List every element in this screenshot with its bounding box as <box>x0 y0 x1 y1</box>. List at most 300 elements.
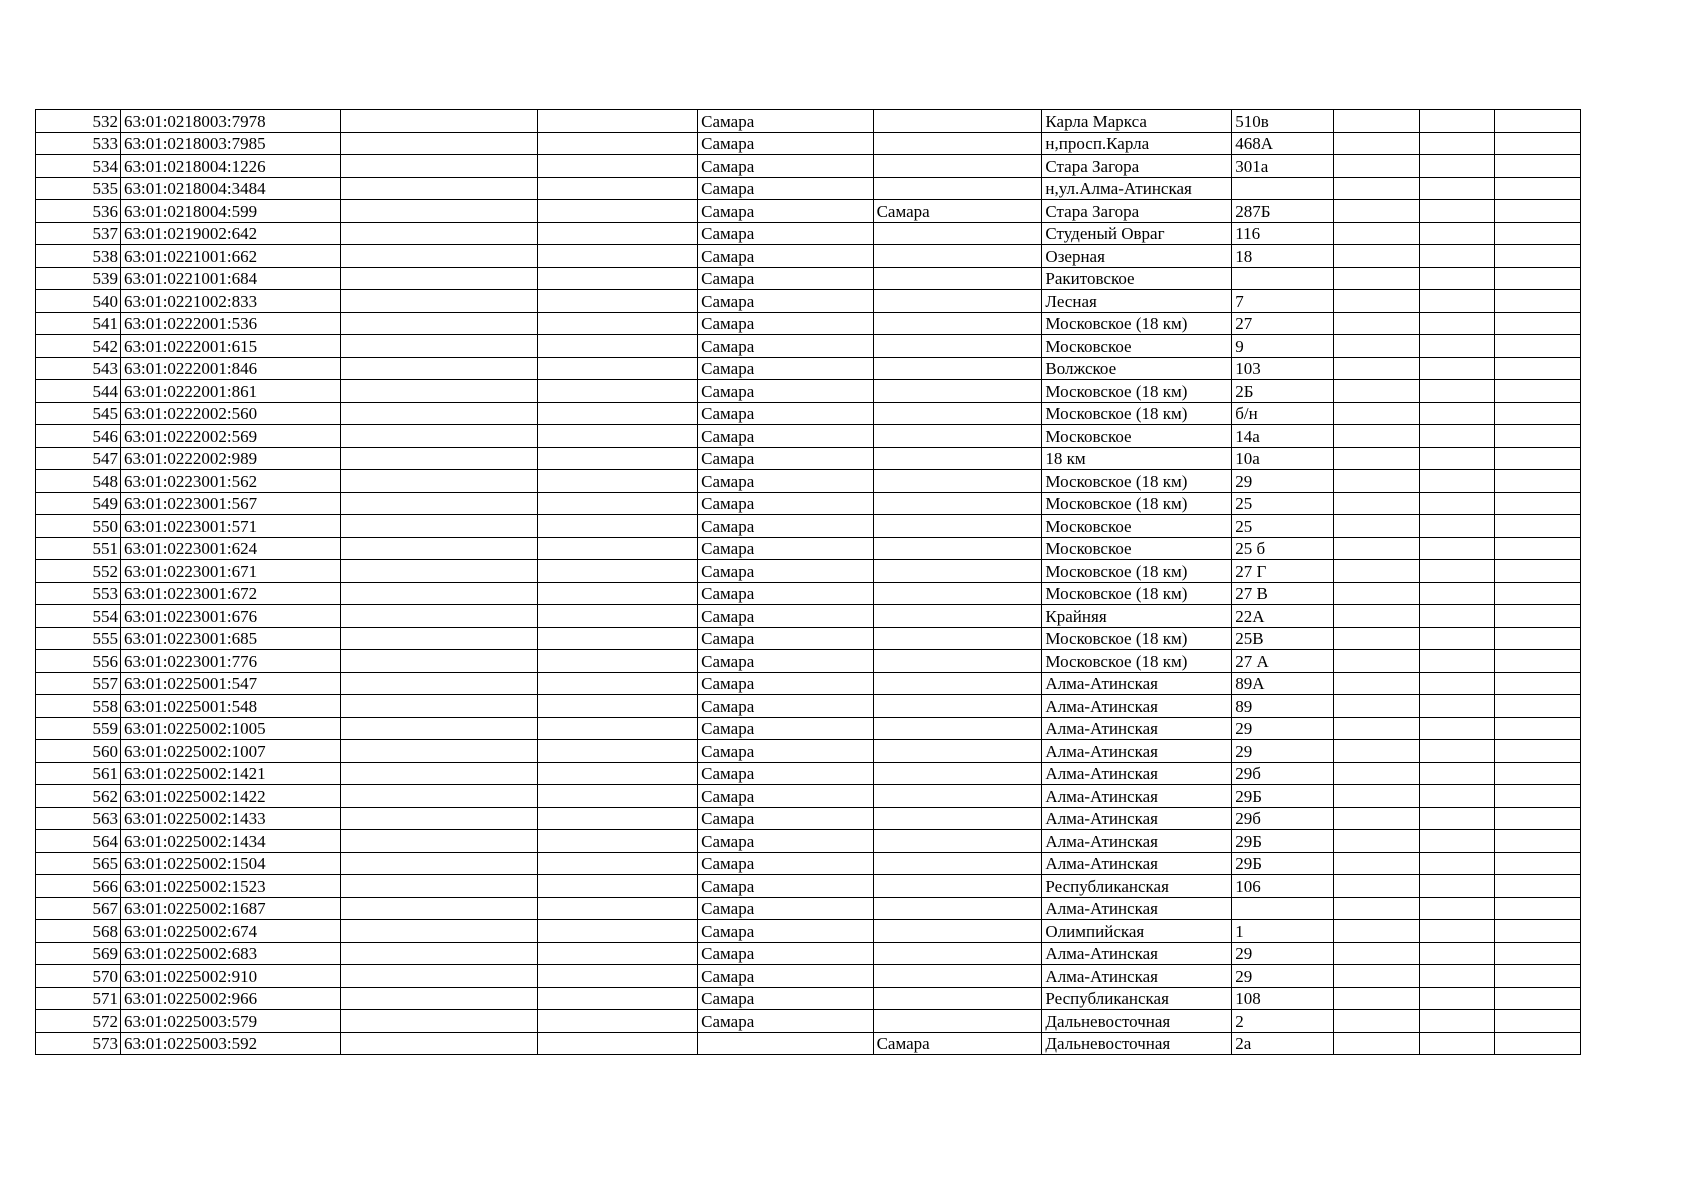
locality-cell <box>873 425 1042 448</box>
table-row <box>36 627 1581 650</box>
table-row <box>36 920 1581 943</box>
empty-cell <box>538 335 698 358</box>
house-number-cell: 29Б <box>1232 852 1334 875</box>
table-row <box>36 245 1581 268</box>
empty-cell <box>340 605 538 628</box>
empty-cell <box>538 740 698 763</box>
table-row <box>36 132 1581 155</box>
locality-cell <box>873 762 1042 785</box>
empty-cell <box>340 762 538 785</box>
row-number-cell: 562 <box>36 785 121 808</box>
house-number-cell <box>1232 897 1334 920</box>
empty-cell <box>1333 222 1419 245</box>
cadastral-number-cell: 63:01:0225003:579 <box>120 1010 340 1033</box>
locality-cell <box>873 875 1042 898</box>
empty-cell <box>1419 200 1494 223</box>
empty-cell <box>538 965 698 988</box>
locality-cell <box>873 447 1042 470</box>
empty-cell <box>1333 492 1419 515</box>
cadastral-number-cell: 63:01:0218004:1226 <box>120 155 340 178</box>
house-number-cell: 14а <box>1232 425 1334 448</box>
empty-cell <box>1494 380 1580 403</box>
row-number-cell: 555 <box>36 627 121 650</box>
empty-cell <box>340 740 538 763</box>
street-cell: Московское (18 км) <box>1042 312 1232 335</box>
street-cell: Московское <box>1042 335 1232 358</box>
cadastral-number-cell: 63:01:0225002:674 <box>120 920 340 943</box>
city-cell: Самара <box>698 470 873 493</box>
house-number-cell: 106 <box>1232 875 1334 898</box>
empty-cell <box>538 807 698 830</box>
row-number-cell: 558 <box>36 695 121 718</box>
empty-cell <box>1419 830 1494 853</box>
empty-cell <box>340 132 538 155</box>
empty-cell <box>1494 942 1580 965</box>
registry-table <box>35 109 1581 1055</box>
street-cell: н,ул.Алма-Атинская <box>1042 177 1232 200</box>
street-cell: 18 км <box>1042 447 1232 470</box>
cadastral-number-cell: 63:01:0221001:662 <box>120 245 340 268</box>
empty-cell <box>1333 537 1419 560</box>
table-row <box>36 470 1581 493</box>
city-cell: Самара <box>698 447 873 470</box>
empty-cell <box>1419 672 1494 695</box>
empty-cell <box>1333 740 1419 763</box>
row-number-cell: 535 <box>36 177 121 200</box>
locality-cell <box>873 717 1042 740</box>
house-number-cell: 25 б <box>1232 537 1334 560</box>
city-cell: Самара <box>698 402 873 425</box>
cadastral-number-cell: 63:01:0223001:571 <box>120 515 340 538</box>
empty-cell <box>538 830 698 853</box>
empty-cell <box>538 312 698 335</box>
street-cell: Дальневосточная <box>1042 1032 1232 1055</box>
empty-cell <box>1333 290 1419 313</box>
empty-cell <box>538 155 698 178</box>
house-number-cell: 89 <box>1232 695 1334 718</box>
empty-cell <box>340 380 538 403</box>
cadastral-number-cell: 63:01:0225002:1005 <box>120 717 340 740</box>
house-number-cell: 29 <box>1232 470 1334 493</box>
locality-cell <box>873 492 1042 515</box>
empty-cell <box>538 605 698 628</box>
empty-cell <box>538 717 698 740</box>
cadastral-number-cell: 63:01:0225002:1007 <box>120 740 340 763</box>
empty-cell <box>538 920 698 943</box>
cadastral-number-cell: 63:01:0225002:683 <box>120 942 340 965</box>
empty-cell <box>1333 515 1419 538</box>
empty-cell <box>1333 110 1419 133</box>
city-cell: Самара <box>698 335 873 358</box>
cadastral-number-cell: 63:01:0218004:599 <box>120 200 340 223</box>
house-number-cell: 22А <box>1232 605 1334 628</box>
street-cell: Алма-Атинская <box>1042 740 1232 763</box>
empty-cell <box>1494 807 1580 830</box>
empty-cell <box>1494 650 1580 673</box>
city-cell: Самара <box>698 717 873 740</box>
locality-cell <box>873 807 1042 830</box>
empty-cell <box>1333 402 1419 425</box>
empty-cell <box>1333 177 1419 200</box>
empty-cell <box>1419 402 1494 425</box>
table-row <box>36 425 1581 448</box>
street-cell: Республиканская <box>1042 987 1232 1010</box>
empty-cell <box>1333 470 1419 493</box>
street-cell: Ракитовское <box>1042 267 1232 290</box>
empty-cell <box>340 852 538 875</box>
cadastral-number-cell: 63:01:0218003:7978 <box>120 110 340 133</box>
row-number-cell: 560 <box>36 740 121 763</box>
house-number-cell: 29Б <box>1232 830 1334 853</box>
row-number-cell: 566 <box>36 875 121 898</box>
city-cell: Самара <box>698 627 873 650</box>
empty-cell <box>1333 1032 1419 1055</box>
cadastral-number-cell: 63:01:0218003:7985 <box>120 132 340 155</box>
empty-cell <box>1333 785 1419 808</box>
empty-cell <box>1494 537 1580 560</box>
table-row <box>36 177 1581 200</box>
row-number-cell: 571 <box>36 987 121 1010</box>
street-cell: Алма-Атинская <box>1042 695 1232 718</box>
cadastral-number-cell: 63:01:0223001:567 <box>120 492 340 515</box>
city-cell: Самара <box>698 852 873 875</box>
street-cell: Московское <box>1042 537 1232 560</box>
house-number-cell: 29 <box>1232 965 1334 988</box>
cadastral-number-cell: 63:01:0219002:642 <box>120 222 340 245</box>
city-cell: Самара <box>698 177 873 200</box>
street-cell: Алма-Атинская <box>1042 965 1232 988</box>
cadastral-number-cell: 63:01:0223001:776 <box>120 650 340 673</box>
house-number-cell: 103 <box>1232 357 1334 380</box>
street-cell: Московское (18 км) <box>1042 402 1232 425</box>
empty-cell <box>538 447 698 470</box>
street-cell: Московское (18 км) <box>1042 650 1232 673</box>
street-cell: Московское <box>1042 515 1232 538</box>
city-cell: Самара <box>698 290 873 313</box>
street-cell: Карла Маркса <box>1042 110 1232 133</box>
city-cell: Самара <box>698 267 873 290</box>
empty-cell <box>538 1010 698 1033</box>
empty-cell <box>1494 515 1580 538</box>
empty-cell <box>340 402 538 425</box>
street-cell: Озерная <box>1042 245 1232 268</box>
empty-cell <box>1333 627 1419 650</box>
row-number-cell: 537 <box>36 222 121 245</box>
empty-cell <box>1419 1010 1494 1033</box>
locality-cell <box>873 177 1042 200</box>
empty-cell <box>1333 245 1419 268</box>
row-number-cell: 544 <box>36 380 121 403</box>
city-cell: Самара <box>698 537 873 560</box>
table-row <box>36 357 1581 380</box>
empty-cell <box>340 470 538 493</box>
house-number-cell: 287Б <box>1232 200 1334 223</box>
cadastral-number-cell: 63:01:0225002:1504 <box>120 852 340 875</box>
empty-cell <box>1419 447 1494 470</box>
table-row <box>36 762 1581 785</box>
empty-cell <box>340 627 538 650</box>
row-number-cell: 553 <box>36 582 121 605</box>
empty-cell <box>340 875 538 898</box>
row-number-cell: 572 <box>36 1010 121 1033</box>
empty-cell <box>538 492 698 515</box>
empty-cell <box>1333 357 1419 380</box>
empty-cell <box>1419 650 1494 673</box>
row-number-cell: 540 <box>36 290 121 313</box>
locality-cell <box>873 672 1042 695</box>
empty-cell <box>1494 582 1580 605</box>
empty-cell <box>340 200 538 223</box>
cadastral-number-cell: 63:01:0225002:966 <box>120 987 340 1010</box>
empty-cell <box>1494 312 1580 335</box>
empty-cell <box>340 447 538 470</box>
empty-cell <box>538 110 698 133</box>
table-row <box>36 312 1581 335</box>
empty-cell <box>1419 132 1494 155</box>
empty-cell <box>538 177 698 200</box>
table-row <box>36 672 1581 695</box>
row-number-cell: 561 <box>36 762 121 785</box>
empty-cell <box>1419 987 1494 1010</box>
empty-cell <box>1494 267 1580 290</box>
empty-cell <box>1419 875 1494 898</box>
empty-cell <box>340 807 538 830</box>
empty-cell <box>1494 717 1580 740</box>
house-number-cell: 27 В <box>1232 582 1334 605</box>
empty-cell <box>1494 110 1580 133</box>
street-cell: Алма-Атинская <box>1042 762 1232 785</box>
row-number-cell: 539 <box>36 267 121 290</box>
street-cell: Алма-Атинская <box>1042 897 1232 920</box>
cadastral-number-cell: 63:01:0225002:1422 <box>120 785 340 808</box>
locality-cell <box>873 290 1042 313</box>
city-cell: Самара <box>698 110 873 133</box>
row-number-cell: 542 <box>36 335 121 358</box>
row-number-cell: 564 <box>36 830 121 853</box>
empty-cell <box>340 560 538 583</box>
row-number-cell: 573 <box>36 1032 121 1055</box>
empty-cell <box>1333 920 1419 943</box>
row-number-cell: 569 <box>36 942 121 965</box>
empty-cell <box>538 672 698 695</box>
empty-cell <box>538 402 698 425</box>
empty-cell <box>1333 875 1419 898</box>
empty-cell <box>1333 762 1419 785</box>
cadastral-number-cell: 63:01:0222002:569 <box>120 425 340 448</box>
empty-cell <box>1419 762 1494 785</box>
empty-cell <box>340 920 538 943</box>
locality-cell <box>873 110 1042 133</box>
city-cell: Самара <box>698 897 873 920</box>
empty-cell <box>1494 290 1580 313</box>
table-row <box>36 1010 1581 1033</box>
empty-cell <box>538 1032 698 1055</box>
house-number-cell: 29Б <box>1232 785 1334 808</box>
cadastral-number-cell: 63:01:0225002:910 <box>120 965 340 988</box>
cadastral-number-cell: 63:01:0222002:560 <box>120 402 340 425</box>
table-row <box>36 560 1581 583</box>
empty-cell <box>538 987 698 1010</box>
empty-cell <box>1494 492 1580 515</box>
city-cell: Самара <box>698 605 873 628</box>
street-cell: Волжское <box>1042 357 1232 380</box>
empty-cell <box>1333 942 1419 965</box>
city-cell: Самара <box>698 650 873 673</box>
house-number-cell: 108 <box>1232 987 1334 1010</box>
cadastral-number-cell: 63:01:0222002:989 <box>120 447 340 470</box>
locality-cell <box>873 335 1042 358</box>
empty-cell <box>538 875 698 898</box>
empty-cell <box>538 470 698 493</box>
city-cell: Самара <box>698 380 873 403</box>
empty-cell <box>1419 335 1494 358</box>
city-cell: Самара <box>698 492 873 515</box>
empty-cell <box>1419 965 1494 988</box>
house-number-cell: 9 <box>1232 335 1334 358</box>
empty-cell <box>538 425 698 448</box>
empty-cell <box>1419 110 1494 133</box>
empty-cell <box>340 155 538 178</box>
empty-cell <box>1333 425 1419 448</box>
cadastral-number-cell: 63:01:0222001:536 <box>120 312 340 335</box>
city-cell: Самара <box>698 875 873 898</box>
city-cell: Самара <box>698 582 873 605</box>
table-row <box>36 492 1581 515</box>
locality-cell <box>873 312 1042 335</box>
empty-cell <box>1333 965 1419 988</box>
table-row <box>36 515 1581 538</box>
empty-cell <box>538 852 698 875</box>
empty-cell <box>340 357 538 380</box>
empty-cell <box>1333 560 1419 583</box>
empty-cell <box>538 357 698 380</box>
table-body <box>36 110 1581 1055</box>
empty-cell <box>1419 852 1494 875</box>
locality-cell <box>873 155 1042 178</box>
cadastral-number-cell: 63:01:0223001:562 <box>120 470 340 493</box>
empty-cell <box>1333 830 1419 853</box>
table-row <box>36 447 1581 470</box>
row-number-cell: 567 <box>36 897 121 920</box>
house-number-cell: 10а <box>1232 447 1334 470</box>
empty-cell <box>538 380 698 403</box>
empty-cell <box>1419 492 1494 515</box>
empty-cell <box>1494 155 1580 178</box>
locality-cell <box>873 582 1042 605</box>
empty-cell <box>1333 312 1419 335</box>
empty-cell <box>538 222 698 245</box>
empty-cell <box>1333 650 1419 673</box>
locality-cell <box>873 470 1042 493</box>
city-cell: Самара <box>698 920 873 943</box>
empty-cell <box>1494 560 1580 583</box>
table-row <box>36 222 1581 245</box>
cadastral-number-cell: 63:01:0222001:861 <box>120 380 340 403</box>
locality-cell <box>873 132 1042 155</box>
table-row <box>36 155 1581 178</box>
empty-cell <box>1419 627 1494 650</box>
city-cell: Самара <box>698 200 873 223</box>
row-number-cell: 546 <box>36 425 121 448</box>
row-number-cell: 548 <box>36 470 121 493</box>
city-cell: Самара <box>698 942 873 965</box>
locality-cell <box>873 627 1042 650</box>
empty-cell <box>538 267 698 290</box>
empty-cell <box>340 897 538 920</box>
empty-cell <box>1333 267 1419 290</box>
row-number-cell: 536 <box>36 200 121 223</box>
city-cell: Самара <box>698 222 873 245</box>
empty-cell <box>1333 1010 1419 1033</box>
empty-cell <box>340 987 538 1010</box>
empty-cell <box>1494 965 1580 988</box>
empty-cell <box>340 515 538 538</box>
empty-cell <box>340 582 538 605</box>
cadastral-number-cell: 63:01:0222001:846 <box>120 357 340 380</box>
empty-cell <box>538 560 698 583</box>
street-cell: Алма-Атинская <box>1042 807 1232 830</box>
house-number-cell: 1 <box>1232 920 1334 943</box>
table-row <box>36 537 1581 560</box>
empty-cell <box>340 425 538 448</box>
empty-cell <box>1419 942 1494 965</box>
locality-cell <box>873 830 1042 853</box>
city-cell: Самара <box>698 672 873 695</box>
empty-cell <box>340 537 538 560</box>
locality-cell <box>873 402 1042 425</box>
table-row <box>36 897 1581 920</box>
table-row <box>36 650 1581 673</box>
empty-cell <box>340 245 538 268</box>
empty-cell <box>538 245 698 268</box>
cadastral-number-cell: 63:01:0225003:592 <box>120 1032 340 1055</box>
empty-cell <box>1419 1032 1494 1055</box>
empty-cell <box>1333 987 1419 1010</box>
empty-cell <box>1494 987 1580 1010</box>
cadastral-number-cell: 63:01:0225001:547 <box>120 672 340 695</box>
empty-cell <box>1419 515 1494 538</box>
street-cell: Московское <box>1042 425 1232 448</box>
locality-cell <box>873 942 1042 965</box>
city-cell: Самара <box>698 807 873 830</box>
empty-cell <box>1419 470 1494 493</box>
table-row <box>36 785 1581 808</box>
empty-cell <box>1494 177 1580 200</box>
empty-cell <box>1419 785 1494 808</box>
locality-cell <box>873 357 1042 380</box>
empty-cell <box>340 672 538 695</box>
cadastral-number-cell: 63:01:0225002:1433 <box>120 807 340 830</box>
street-cell: Алма-Атинская <box>1042 785 1232 808</box>
house-number-cell: 29 <box>1232 740 1334 763</box>
empty-cell <box>1333 582 1419 605</box>
city-cell: Самара <box>698 560 873 583</box>
empty-cell <box>1333 380 1419 403</box>
empty-cell <box>1333 132 1419 155</box>
house-number-cell: 510в <box>1232 110 1334 133</box>
empty-cell <box>1494 200 1580 223</box>
house-number-cell: 116 <box>1232 222 1334 245</box>
cadastral-number-cell: 63:01:0223001:672 <box>120 582 340 605</box>
cadastral-number-cell: 63:01:0225002:1421 <box>120 762 340 785</box>
cadastral-number-cell: 63:01:0225002:1523 <box>120 875 340 898</box>
empty-cell <box>1494 1010 1580 1033</box>
empty-cell <box>1419 222 1494 245</box>
empty-cell <box>1494 830 1580 853</box>
locality-cell <box>873 605 1042 628</box>
empty-cell <box>1333 695 1419 718</box>
locality-cell <box>873 920 1042 943</box>
